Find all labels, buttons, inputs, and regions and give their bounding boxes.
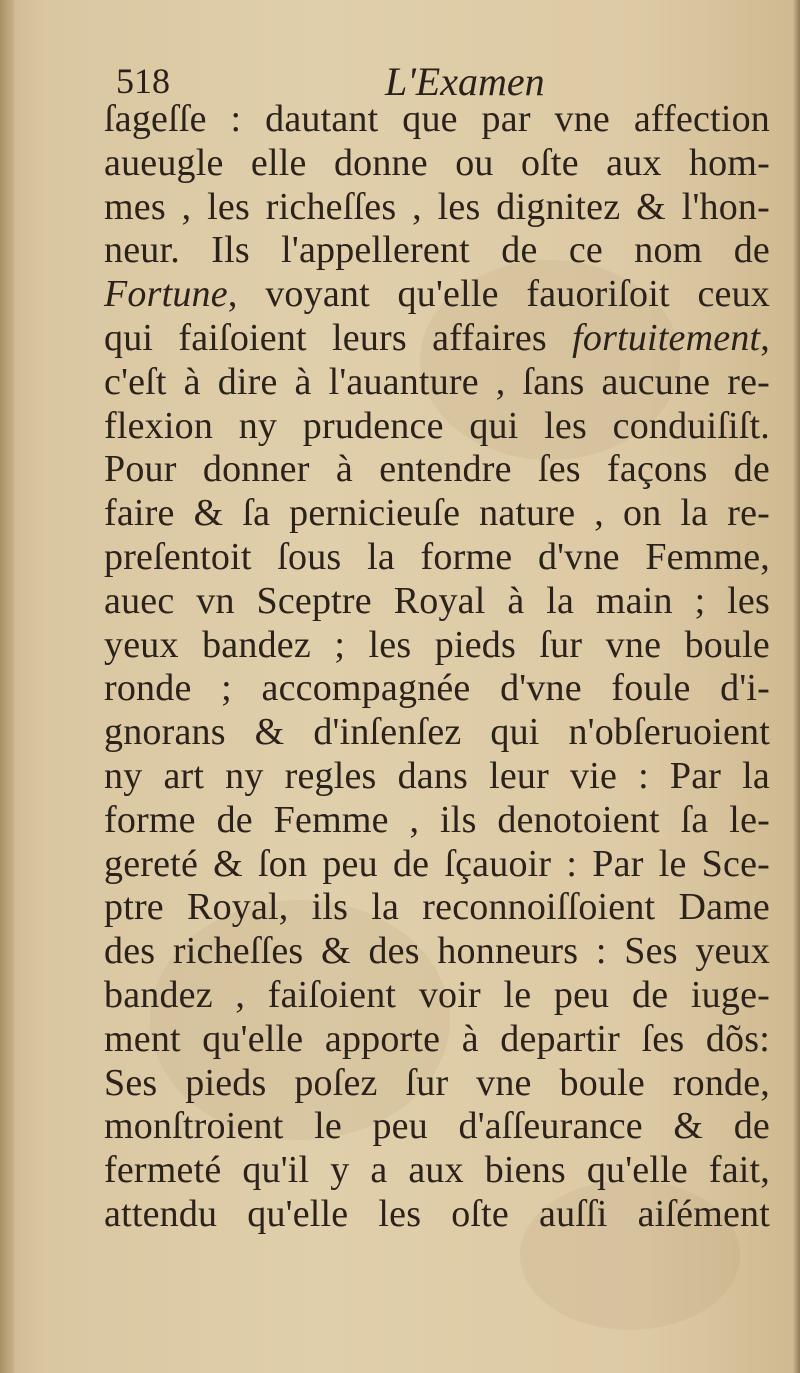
text-line: Ses pieds poſez ſur vne boule ronde, bbox=[104, 1061, 770, 1104]
body-text bbox=[104, 98, 770, 1237]
text-run: , bbox=[760, 316, 770, 359]
text-line: attendu qu'elle les oſte auſſi aiſément bbox=[104, 1192, 770, 1235]
text-line: preſentoit ſous la forme d'vne Femme, bbox=[104, 535, 770, 578]
text-line: fermeté qu'il y a aux biens qu'elle fait, bbox=[104, 1149, 770, 1192]
text-line: ny art ny regles dans leur vie : Par la bbox=[104, 754, 770, 797]
text-line: flexion ny prudence qui les conduiſiſt. bbox=[104, 404, 770, 447]
text-line: mes , les richeſſes , les dignitez & l'hon- bbox=[104, 185, 770, 228]
text-line: gereté & ſon peu de ſçauoir : Par le Sce- bbox=[104, 842, 770, 885]
text-line: c'eſt à dire à l'auanture , ſans aucune re- bbox=[104, 360, 770, 403]
text-line: ſageſſe : dautant que par vne affection bbox=[104, 98, 770, 140]
text-run: qui faiſoient leurs affaires bbox=[104, 316, 573, 359]
text-line: yeux bandez ; les pieds ſur vne boule bbox=[104, 623, 770, 666]
text-run: , voyant qu'elle fauoriſoit ceux bbox=[227, 273, 770, 316]
page-gutter-shadow bbox=[0, 0, 14, 1373]
text-line: ptre Royal, ils la reconnoiſſoient Dame bbox=[104, 886, 770, 929]
text-line: ment qu'elle apporte à departir ſes dõs: bbox=[104, 1017, 770, 1060]
text-line: Pour donner à entendre ſes façons de bbox=[104, 448, 770, 491]
text-line bbox=[104, 273, 770, 317]
page-edge bbox=[792, 0, 800, 1373]
running-title: L'Examen bbox=[385, 59, 545, 104]
text-line: bandez , faiſoient voir le peu de iuge- bbox=[104, 973, 770, 1016]
text-line: aueugle elle donne ou oſte aux hom- bbox=[104, 141, 770, 184]
text-line: des richeſſes & des honneurs : Ses yeux bbox=[104, 930, 770, 973]
page-number: 518 bbox=[116, 61, 170, 101]
text-line: gnorans & d'inſenſez qui n'obſeruoient bbox=[104, 711, 770, 754]
italic-word-fortune: Fortune bbox=[104, 273, 228, 316]
text-line: forme de Femme , ils denotoient ſa le- bbox=[104, 798, 770, 841]
text-line: auec vn Sceptre Royal à la main ; les bbox=[104, 579, 770, 622]
text-line: ronde ; accompagnée d'vne foule d'i- bbox=[104, 667, 770, 710]
text-line: monſtroient le peu d'aſſeurance & de bbox=[104, 1105, 770, 1148]
italic-word-fortuitement: fortuitement bbox=[572, 316, 761, 359]
text-line: faire & ſa pernicieuſe nature , on la re- bbox=[104, 492, 770, 535]
text-line bbox=[104, 317, 770, 361]
text-line: neur. Ils l'appellerent de ce nom de bbox=[104, 229, 770, 272]
